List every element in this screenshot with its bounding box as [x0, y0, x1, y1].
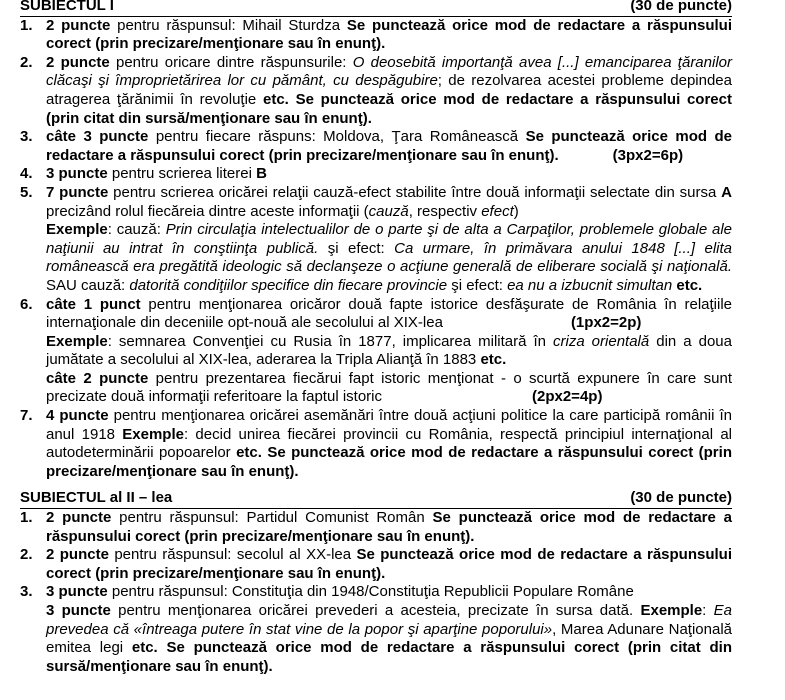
text-run: Ea prevedea că «întreaga putere în stat vine de la popor şi aparţine poporului»: [46, 602, 732, 638]
text-run: pentru răspunsul: Mihail Sturdza: [110, 16, 347, 34]
text-run: , respectiv: [408, 202, 482, 220]
section-1-title: SUBIECTUL I: [20, 0, 114, 14]
text-run: 6.: [20, 295, 33, 313]
text-run: : decid unirea fiecărei provincii cu România, respectă principiul internaţional al autodeterminării popoarelor: [46, 425, 732, 462]
text-run: din a doua jumătate a secolului al XIX-lea, aderarea la Tripla Alianţă în 1883: [46, 332, 732, 369]
text-run: SAU cauză:: [46, 276, 130, 294]
text-run: Ca urmare, în primăvara anului 1848 [...] elita românească era pregătită ideologic să declanşeze o acţiune generală de eliberare socială şi naţională.: [46, 239, 733, 276]
s1-item-5: [20, 184, 732, 296]
item-body: [46, 546, 732, 583]
text-run: 3.: [20, 583, 33, 601]
s1-item-4: [20, 165, 732, 184]
text-run: etc.: [480, 351, 507, 369]
text-run: câte 3 puncte: [46, 128, 149, 146]
text-run: , Marea Adunare Naţională emitea legi: [46, 620, 732, 657]
text-run: datorită condiţiilor specifice din fiecare provincie: [129, 276, 448, 294]
text-run: pentru oricare dintre răspunsurile:: [109, 53, 353, 71]
paragraph: [46, 17, 732, 54]
text-run: A: [721, 183, 732, 201]
text-run: Exemple: [640, 602, 703, 619]
paragraph: [46, 221, 732, 295]
s2-item-1: [20, 509, 732, 546]
text-run: 7 puncte: [46, 183, 109, 201]
text-run: pentru scrierea literei: [107, 165, 257, 183]
score-label: (1px2=2p): [570, 314, 642, 332]
text-run: 2.: [20, 53, 33, 71]
s1-item-7: [20, 407, 732, 481]
section-2-header: [20, 489, 732, 509]
text-run: 2 puncte: [46, 546, 109, 564]
paragraph: [46, 54, 732, 128]
text-run: şi efect:: [318, 239, 395, 257]
s1-item-2: [20, 54, 732, 128]
text-run: efect: [481, 202, 514, 220]
paragraph: [46, 546, 732, 583]
section-1-list: [20, 17, 732, 482]
text-run: B: [256, 165, 267, 183]
text-run: 7.: [20, 407, 33, 425]
text-run: 3 puncte: [46, 583, 108, 601]
section-2-points: (30 de puncte): [630, 489, 732, 507]
text-run: pentru răspunsul: secolul al XX-lea: [108, 546, 357, 564]
item-body: [46, 509, 732, 546]
item-body: [46, 17, 732, 54]
s1-item-3: [20, 128, 732, 165]
text-run: Exemple: [122, 425, 184, 443]
text-run: 2 puncte: [46, 16, 111, 34]
text-run: Se punctează orice mod de redactare a răspunsului corect (prin precizare/menţionare sau în enunţ).: [46, 128, 732, 164]
paragraph: [46, 407, 732, 481]
paragraph: [46, 128, 732, 165]
score-label: (3px2=6p): [612, 146, 684, 164]
paragraph: [46, 602, 732, 676]
text-run: pentru menţionarea oricăror două fapte istorice desfăşurate de România în relaţiile internaţionale din deceniile opt-nouă ale secolului al XIX-lea: [46, 295, 732, 332]
text-run: 2.: [20, 546, 33, 564]
item-body: [46, 128, 732, 165]
paragraph: [46, 184, 732, 221]
text-run: pentru scrierea oricărei relaţii cauză-efect stabilite între două informaţii selectate din sursa: [108, 183, 722, 201]
section-1-header: [20, 0, 732, 17]
s1-item-6: [20, 296, 732, 408]
section-1-points: (30 de puncte): [630, 0, 732, 14]
text-run: şi efect:: [447, 276, 508, 294]
text-run: : semnarea Convenţiei cu Rusia în 1877, implicarea militară în: [107, 332, 553, 350]
answer-key-page: [20, 0, 732, 676]
text-run: pentru fiecare răspuns: Moldova, Ţara Românească: [148, 128, 526, 146]
text-run: criza orientală: [553, 332, 650, 350]
text-run: pentru menţionarea oricărei prevederi a acesteia, precizate în sursa dată.: [110, 602, 641, 619]
item-body: [46, 54, 732, 128]
text-run: 2 puncte: [46, 509, 112, 527]
section-2-title: SUBIECTUL al II – lea: [20, 489, 173, 507]
item-body: [46, 184, 732, 296]
text-run: pentru răspunsul: Constituţia din 1948/Constituţia Republicii Populare Române: [107, 583, 634, 601]
s1-item-1: [20, 17, 732, 54]
item-body: [46, 296, 732, 408]
text-run: 2 puncte: [46, 53, 110, 71]
text-run: Prin circulaţia intelectualilor de o parte şi de alta a Carpaţilor, problemele globale ale naţiunii au intrat în conştiinţa publică.: [46, 221, 733, 257]
text-run: Se punctează orice mod de redactare a răspunsului corect (prin precizare/menţionare sau în enunţ).: [46, 16, 733, 53]
s2-item-3: [20, 583, 732, 676]
text-run: pentru menţionarea oricărei asemănări între două acţiuni politice la care participă românii în anul 1918: [46, 407, 732, 443]
text-run: Exemple: [46, 332, 108, 350]
text-run: 5.: [20, 183, 33, 201]
text-run: cauză: [368, 202, 409, 220]
text-run: pentru prezentarea fiecărui fapt istoric menţionat - o scurtă expunere în care sunt precizate două informaţii referitoare la faptul istoric: [46, 369, 732, 406]
text-run: :: [702, 602, 714, 619]
paragraph: [46, 333, 732, 370]
text-run: 1.: [20, 509, 33, 527]
text-run: etc. Se punctează orice mod de redactare a răspunsului corect (prin citat din sursă/menţionare sau în enunţ).: [46, 639, 732, 675]
item-body: [46, 407, 732, 481]
text-run: etc. Se punctează orice mod de redactare a răspunsului corect (prin citat din sursă/menţionare sau în enunţ).: [46, 90, 732, 127]
text-run: pentru răspunsul: Partidul Comunist Român: [111, 509, 433, 527]
text-run: Se punctează orice mod de redactare a răspunsului corect (prin precizare/menţionare sau în enunţ).: [46, 509, 732, 545]
paragraph: [46, 296, 732, 333]
text-run: 1.: [20, 16, 33, 34]
text-run: Se punctează orice mod de redactare a răspunsului corect (prin precizare/menţionare sau în enunţ).: [46, 546, 732, 582]
text-run: precizând rolul fiecăreia dintre aceste informaţii (: [46, 202, 369, 220]
s2-item-2: [20, 546, 732, 583]
paragraph: [46, 509, 732, 546]
text-run: ; de rezolvarea acestei probleme depindea atragerea ţărănimii în revoluţie: [46, 72, 732, 108]
score-label: (2px2=4p): [532, 388, 603, 406]
text-run: câte 1 punct: [46, 295, 141, 313]
item-body: [46, 165, 732, 184]
text-run: ): [513, 202, 519, 220]
text-run: 3 puncte: [46, 165, 108, 183]
text-run: etc. Se punctează orice mod de redactare a răspunsului corect (prin precizare/menţionare sau în enunţ).: [46, 444, 732, 480]
text-run: 4 puncte: [46, 407, 109, 425]
item-body: [46, 583, 732, 676]
paragraph: [46, 165, 732, 184]
text-run: O deosebită importanţă avea [...] emanciparea ţăranilor clăcaşi şi împroprietărirea lor cu pământ, cu despăgubire: [46, 53, 732, 90]
text-run: 4.: [20, 165, 33, 183]
text-run: Exemple: [46, 221, 108, 239]
paragraph: [46, 370, 732, 407]
text-run: etc.: [672, 276, 703, 294]
paragraph: [46, 583, 732, 602]
text-run: 3.: [20, 128, 33, 146]
text-run: 3 puncte: [46, 602, 111, 619]
text-run: ea nu a izbucnit simultan: [507, 276, 673, 294]
section-2-list: [20, 509, 732, 676]
text-run: câte 2 puncte: [46, 369, 149, 387]
text-run: : cauză:: [107, 221, 166, 239]
